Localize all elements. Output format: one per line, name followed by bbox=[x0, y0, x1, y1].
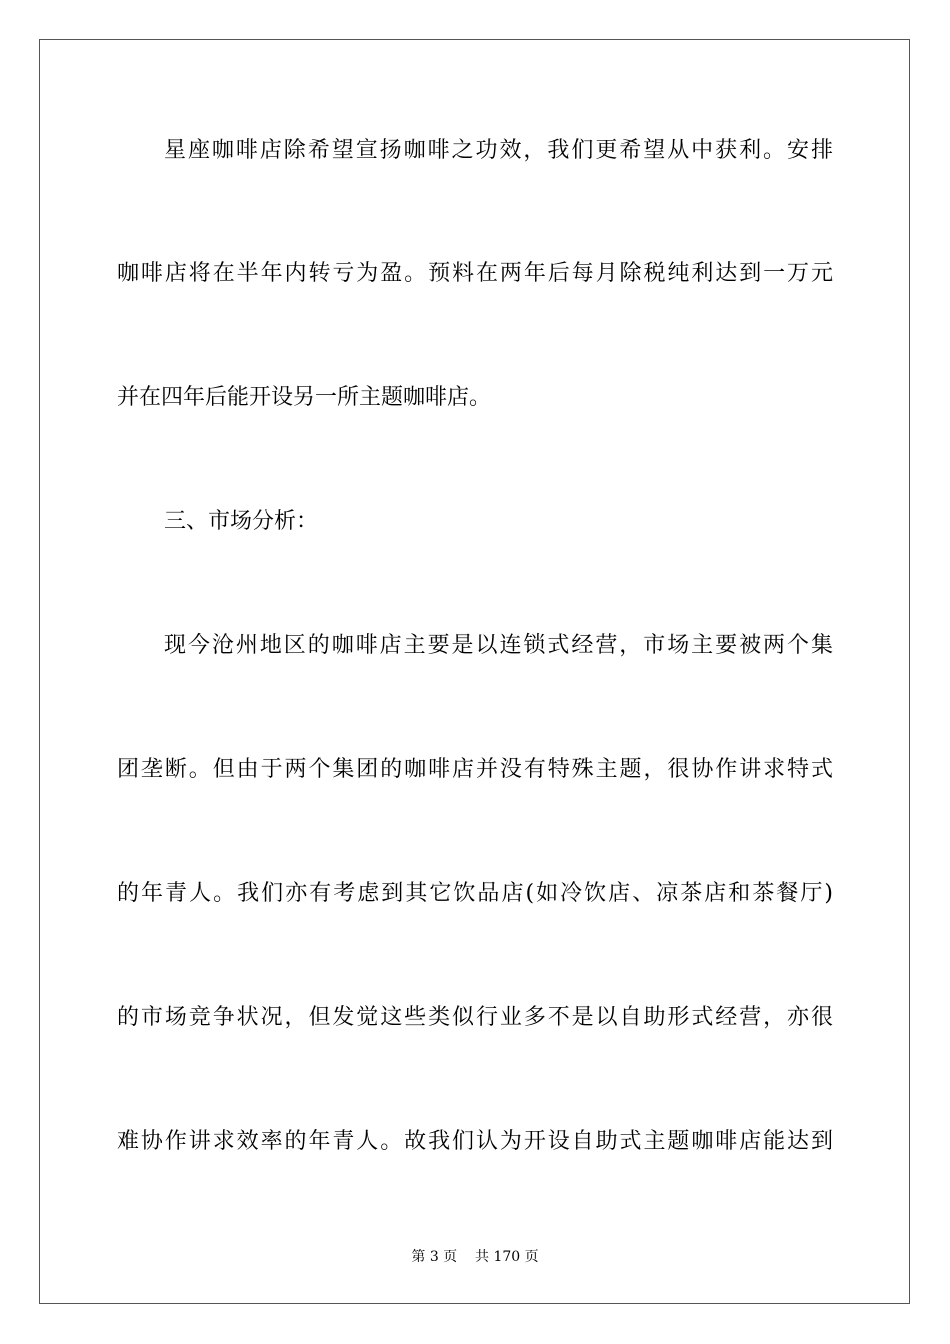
page-number: 第 3 页 bbox=[411, 1249, 458, 1265]
paragraph-line: 现今沧州地区的咖啡店主要是以连锁式经营，市场主要被两个集 bbox=[164, 633, 833, 658]
paragraph-line: 的年青人。我们亦有考虑到其它饮品店(如冷饮店、凉茶店和茶餐厅) bbox=[117, 881, 833, 906]
paragraph-line: 咖啡店将在半年内转亏为盈。预料在两年后每月除税纯利达到一万元 bbox=[117, 261, 833, 286]
paragraph-line: 的市场竞争状况，但发觉这些类似行业多不是以自助形式经营，亦很 bbox=[117, 1005, 833, 1030]
paragraph-line: 星座咖啡店除希望宣扬咖啡之功效，我们更希望从中获利。安排 bbox=[164, 138, 833, 163]
paragraph-line: 难协作讲求效率的年青人。故我们认为开设自助式主题咖啡店能达到 bbox=[117, 1129, 833, 1154]
section-heading: 三、市场分析： bbox=[164, 509, 319, 534]
paragraph-line: 并在四年后能开设另一所主题咖啡店。 bbox=[117, 385, 492, 410]
total-pages: 共 170 页 bbox=[475, 1249, 539, 1265]
paragraph-line: 团垄断。但由于两个集团的咖啡店并没有特殊主题，很协作讲求特式 bbox=[117, 757, 833, 782]
page-border bbox=[39, 39, 910, 1304]
page-footer bbox=[0, 1248, 950, 1266]
